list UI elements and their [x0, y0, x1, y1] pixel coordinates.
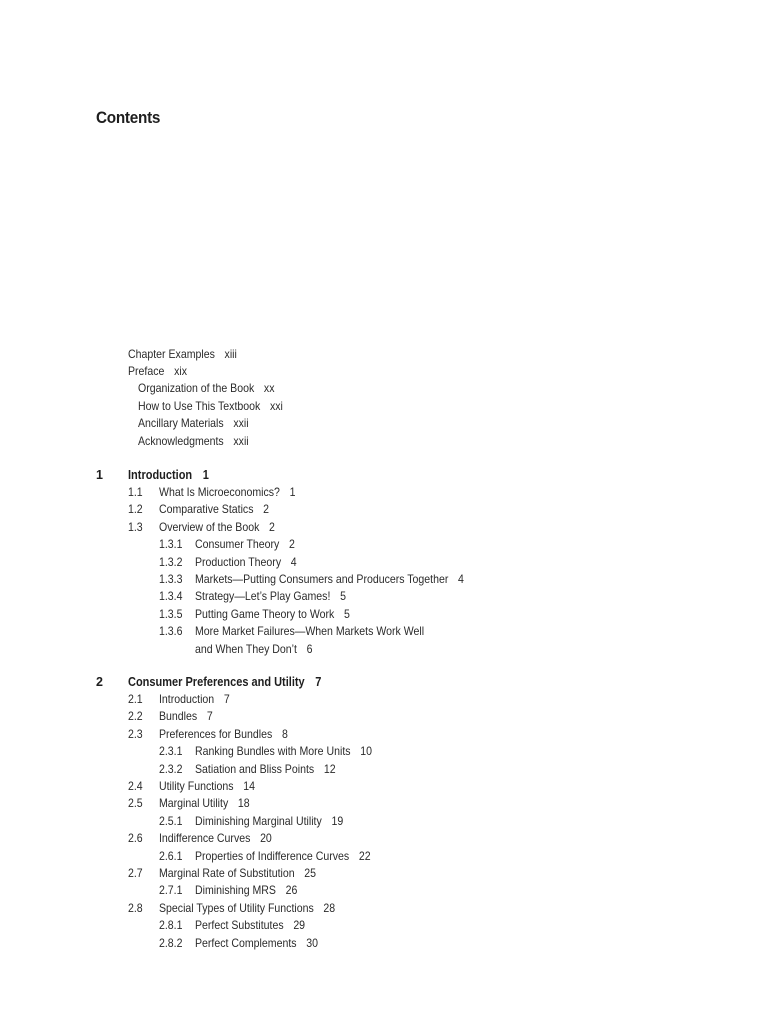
section-entry [159, 708, 213, 725]
toc-page-number: 7 [315, 674, 322, 689]
toc-entry-text: Introduction [128, 467, 193, 482]
subsection-entry [195, 761, 336, 778]
front-matter-entry [128, 346, 237, 363]
toc-entry-number: 2.3.1 [159, 744, 183, 759]
toc-entry-number: 2.7.1 [159, 883, 183, 898]
toc-page-number: 2 [289, 537, 295, 552]
toc-entry-number: 2.5.1 [159, 813, 183, 828]
subsection-entry [195, 641, 313, 658]
toc-entry-text: Satiation and Bliss Points [195, 761, 315, 776]
toc-page-number: 2 [269, 519, 275, 534]
toc-page-number: 4 [458, 571, 464, 586]
toc-entry-text: Diminishing Marginal Utility [195, 813, 322, 828]
toc-entry-text: Consumer Preferences and Utility [128, 674, 305, 689]
toc-page-number: 7 [206, 709, 213, 724]
toc-entry-text: Preferences for Bundles [159, 726, 273, 741]
toc-page-number: xxi [269, 398, 283, 413]
toc-page-number: 10 [360, 744, 372, 759]
toc-page-number: 19 [331, 813, 344, 828]
toc-page-number: xix [174, 363, 187, 378]
toc-page-number: xxii [233, 416, 249, 431]
toc-entry-number: 2.4 [128, 778, 143, 793]
toc-entry-number: 1 [96, 467, 103, 482]
toc-entry-number: 2.6.1 [159, 848, 183, 863]
subsection-entry [195, 743, 372, 760]
toc-entry-number: 1.3.2 [159, 554, 183, 569]
toc-entry-text: More Market Failures—When Markets Work Well [195, 624, 425, 639]
toc-entry-number: 2.8.2 [159, 935, 183, 950]
toc-entry-text: Perfect Substitutes [195, 918, 284, 933]
toc-entry-number: 2.7 [128, 865, 143, 880]
toc-entry-number: 1.3.1 [159, 537, 183, 552]
toc-entry-text: Special Types of Utility Functions [159, 900, 314, 915]
toc-page-number: 7 [223, 691, 230, 706]
toc-entry-number: 2.1 [128, 691, 143, 706]
toc-entry-text: Ranking Bundles with More Units [195, 744, 351, 759]
toc-entry-text: Chapter Examples [128, 346, 215, 361]
toc-entry-number: 1.3.5 [159, 606, 183, 621]
toc-entry-number: 2.3.2 [159, 761, 183, 776]
section-entry [159, 795, 250, 812]
toc-entry-number: 1.3.4 [159, 589, 183, 604]
toc-entry-number: 1.2 [128, 502, 143, 517]
toc-page-number: 29 [293, 918, 306, 933]
chapter-title [128, 674, 321, 691]
toc-entry-text: Properties of Indifference Curves [195, 848, 350, 863]
subsection-entry [195, 623, 424, 640]
toc-page-number: 26 [285, 883, 298, 898]
toc-entry-number: 2.2 [128, 709, 143, 724]
toc-entry-number: 2.8.1 [159, 918, 183, 933]
toc-entry-number: 1.3.6 [159, 624, 183, 639]
toc-entry-number: 1.3 [128, 519, 143, 534]
toc-entry-text: Preface [128, 363, 165, 378]
chapter-title [128, 467, 209, 484]
front-matter-entry [138, 415, 249, 432]
toc-page-number: 2 [263, 502, 270, 517]
section-entry [159, 484, 295, 501]
toc-entry-text: Introduction [159, 691, 215, 706]
subsection-entry [195, 588, 346, 605]
subsection-entry [195, 848, 371, 865]
section-entry [159, 726, 288, 743]
subsection-entry [195, 571, 464, 588]
toc-page-number: xx [263, 381, 275, 396]
toc-entry-text: Indifference Curves [159, 831, 251, 846]
page-title: Contents [96, 108, 161, 127]
toc-page-number: 18 [237, 796, 250, 811]
toc-page-number: 25 [304, 865, 317, 880]
toc-page-number: 5 [343, 606, 350, 621]
toc-page-number: xxii [233, 433, 249, 448]
subsection-entry [195, 606, 350, 623]
toc-page-number: 4 [290, 554, 297, 569]
front-matter-entry [128, 363, 187, 380]
toc-entry-number: 2 [96, 674, 103, 689]
toc-entry-text: Overview of the Book [159, 519, 260, 534]
toc-entry-text: and When They Don’t [195, 641, 297, 656]
toc-page-number: 14 [243, 778, 255, 793]
toc-entry-text: Production Theory [195, 554, 282, 569]
front-matter-entry [138, 398, 283, 415]
subsection-entry [195, 917, 305, 934]
toc-entry-number: 2.8 [128, 900, 143, 915]
toc-page-number: 22 [358, 848, 371, 863]
section-entry [159, 830, 272, 847]
toc-entry-number: 1.3.3 [159, 571, 183, 586]
toc-page-number: 1 [289, 484, 296, 499]
toc-entry-text: Acknowledgments [138, 433, 224, 448]
toc-entry-number: 2.5 [128, 796, 143, 811]
front-matter-entry [138, 380, 274, 397]
subsection-entry [195, 536, 295, 553]
section-entry [159, 519, 275, 536]
toc-entry-text: Diminishing MRS [195, 883, 276, 898]
subsection-entry [195, 935, 318, 952]
toc-entry-text: Marginal Rate of Substitution [159, 865, 295, 880]
toc-entry-text: Strategy—Let’s Play Games! [195, 589, 331, 604]
toc-page-number: 5 [340, 589, 346, 604]
subsection-entry [195, 554, 297, 571]
front-matter-entry [138, 433, 249, 450]
toc-entry-text: Ancillary Materials [138, 416, 224, 431]
toc-page-number: 20 [260, 831, 272, 846]
toc-entry-text: Consumer Theory [195, 537, 280, 552]
toc-page-number: 12 [323, 761, 336, 776]
section-entry [159, 778, 255, 795]
subsection-entry [195, 882, 297, 899]
toc-page-number: 1 [202, 467, 209, 482]
toc-entry-text: How to Use This Textbook [138, 398, 261, 413]
toc-page-number: xiii [224, 346, 237, 361]
toc-entry-text: Bundles [159, 709, 198, 724]
toc-entry-text: Perfect Complements [195, 935, 297, 950]
toc-entry-text: Comparative Statics [159, 502, 254, 517]
toc-entry-text: What Is Microeconomics? [159, 484, 280, 499]
toc-entry-number: 2.3 [128, 726, 143, 741]
section-entry [159, 691, 230, 708]
toc-entry-text: Utility Functions [159, 778, 234, 793]
toc-entry-text: Marginal Utility [159, 796, 229, 811]
toc-entry-text: Organization of the Book [138, 381, 255, 396]
toc-entry-text: Markets—Putting Consumers and Producers Together [195, 571, 449, 586]
toc-entry-number: 1.1 [128, 484, 143, 499]
section-entry [159, 501, 269, 518]
section-entry [159, 865, 316, 882]
toc-page-number: 6 [306, 641, 313, 656]
toc-page-number: 8 [281, 726, 288, 741]
toc-entry-text: Putting Game Theory to Work [195, 606, 335, 621]
section-entry [159, 900, 335, 917]
subsection-entry [195, 813, 343, 830]
toc-page-number: 30 [306, 935, 318, 950]
toc-entry-number: 2.6 [128, 831, 143, 846]
toc-page-number: 28 [323, 900, 336, 915]
